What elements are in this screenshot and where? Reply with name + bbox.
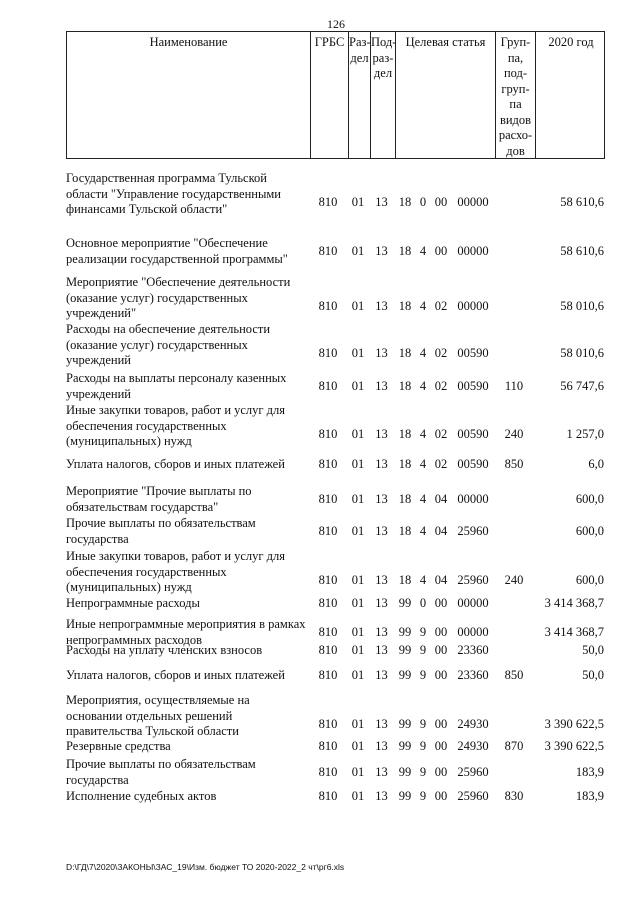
cell-grbs: 810: [318, 298, 338, 313]
cell-t2: 4: [419, 457, 427, 471]
cell-pr: 13: [375, 668, 388, 682]
cell-sum: 58 610,6: [560, 194, 604, 209]
cell-pr: 13: [375, 243, 388, 258]
row-name: Расходы на уплату членских взносов: [66, 643, 263, 657]
cell-sum: 3 390 622,5: [544, 716, 604, 731]
cell-t3: 00: [434, 739, 448, 753]
cell-grbs: 810: [318, 345, 338, 360]
cell-pr: 13: [375, 764, 388, 779]
cell-grbs: 810: [318, 668, 338, 682]
cell-sum: 50,0: [582, 668, 604, 682]
cell-grbs: 810: [318, 764, 338, 779]
cell-t4: 25960: [457, 523, 489, 538]
cell-t3: 04: [434, 572, 448, 587]
cell-pr: 13: [375, 523, 388, 538]
header-grbs: ГРБС: [310, 32, 348, 158]
cell-t3: 00: [434, 716, 448, 731]
cell-vr: 110: [504, 378, 524, 393]
cell-t1: 18: [398, 426, 412, 441]
cell-t4: 23360: [457, 668, 489, 682]
cell-rz: 01: [351, 764, 365, 779]
cell-t4: 00590: [457, 378, 489, 393]
cell-grbs: 810: [318, 739, 338, 753]
cell-vr: 870: [504, 739, 524, 753]
cell-pr: 13: [375, 298, 388, 313]
cell-t4: 23360: [457, 643, 489, 657]
cell-t2: 4: [419, 491, 427, 506]
header-expense-group: Груп- па, под- груп- па видов расхо- дов: [495, 32, 535, 158]
cell-t1: 18: [398, 572, 412, 587]
cell-pr: 13: [375, 572, 388, 587]
cell-t3: 00: [434, 764, 448, 779]
cell-vr: 850: [504, 457, 524, 471]
header-subsection: Под- раз- дел: [370, 32, 395, 158]
cell-t2: 9: [419, 668, 427, 682]
cell-t1: 18: [398, 491, 412, 506]
cell-t4: 00590: [457, 345, 489, 360]
cell-t2: 9: [419, 716, 427, 731]
cell-sum: 3 414 368,7: [544, 624, 604, 639]
cell-t3: 00: [434, 596, 448, 610]
row-name: Расходы на выплаты персоналу казенных учреждений: [66, 371, 287, 401]
cell-grbs: 810: [318, 716, 338, 731]
cell-t1: 99: [398, 668, 412, 682]
cell-pr: 13: [375, 378, 388, 393]
cell-pr: 13: [375, 716, 388, 731]
cell-sum: 1 257,0: [566, 426, 604, 441]
cell-rz: 01: [351, 624, 365, 639]
cell-t4: 00000: [457, 243, 489, 258]
cell-t2: 9: [419, 739, 427, 753]
row-name: Уплата налогов, сборов и иных платежей: [66, 457, 285, 471]
file-path-footer: D:\ГД\7\2020\ЗАКОНЫ\ЗАС_19\Изм. бюджет ТО 2020-2022_2 чт\рг6.xls: [66, 862, 345, 872]
cell-t4: 00000: [457, 596, 489, 610]
cell-pr: 13: [375, 789, 388, 803]
cell-pr: 13: [375, 596, 388, 610]
cell-pr: 13: [375, 739, 388, 753]
cell-t4: 00590: [457, 457, 489, 471]
cell-t4: 25960: [457, 789, 489, 803]
cell-t1: 99: [398, 789, 412, 803]
cell-t3: 00: [434, 624, 448, 639]
row-name: Государственная программа Тульской области "Управление государственными финансами Тульской области": [66, 171, 281, 216]
cell-t4: 24930: [457, 716, 489, 731]
cell-t4: 00000: [457, 298, 489, 313]
cell-t1: 18: [398, 194, 412, 209]
row-name: Основное мероприятие "Обеспечение реализации государственной программы": [66, 236, 288, 266]
cell-t3: 04: [434, 491, 448, 506]
cell-t3: 02: [434, 457, 448, 471]
cell-sum: 183,9: [575, 789, 604, 803]
cell-t2: 9: [419, 624, 427, 639]
cell-grbs: 810: [318, 596, 338, 610]
cell-rz: 01: [351, 194, 365, 209]
cell-grbs: 810: [318, 624, 338, 639]
row-name: Иные непрограммные мероприятия в рамках непрограммных расходов: [66, 617, 306, 647]
cell-t3: 00: [434, 243, 448, 258]
cell-t1: 99: [398, 624, 412, 639]
cell-t3: 02: [434, 345, 448, 360]
cell-grbs: 810: [318, 426, 338, 441]
cell-t2: 4: [419, 243, 427, 258]
cell-sum: 6,0: [588, 457, 604, 471]
cell-rz: 01: [351, 596, 365, 610]
cell-grbs: 810: [318, 643, 338, 657]
row-name: Мероприятие "Обеспечение деятельности (оказание услуг) государственных учреждений": [66, 275, 291, 320]
cell-grbs: 810: [318, 491, 338, 506]
cell-t2: 4: [419, 523, 427, 538]
cell-rz: 01: [351, 345, 365, 360]
cell-t3: 04: [434, 523, 448, 538]
cell-t2: 9: [419, 643, 427, 657]
cell-t1: 18: [398, 457, 412, 471]
cell-pr: 13: [375, 643, 388, 657]
cell-rz: 01: [351, 643, 365, 657]
cell-pr: 13: [375, 345, 388, 360]
header-name: Наименование: [149, 35, 228, 49]
cell-rz: 01: [351, 243, 365, 258]
cell-rz: 01: [351, 426, 365, 441]
cell-sum: 600,0: [575, 523, 604, 538]
cell-t3: 02: [434, 298, 448, 313]
cell-grbs: 810: [318, 789, 338, 803]
cell-t1: 99: [398, 643, 412, 657]
cell-t1: 18: [398, 243, 412, 258]
cell-t4: 24930: [457, 739, 489, 753]
cell-t1: 99: [398, 716, 412, 731]
cell-sum: 600,0: [575, 572, 604, 587]
cell-rz: 01: [351, 739, 365, 753]
cell-rz: 01: [351, 457, 365, 471]
cell-t2: 0: [419, 596, 427, 610]
row-name: Исполнение судебных актов: [66, 789, 217, 803]
cell-t2: 4: [419, 378, 427, 393]
header-target-article: Целевая статья: [395, 32, 495, 158]
cell-vr: 850: [504, 668, 524, 682]
cell-pr: 13: [375, 194, 388, 209]
cell-vr: 240: [504, 572, 524, 587]
cell-rz: 01: [351, 716, 365, 731]
row-name: Непрограммные расходы: [66, 596, 200, 610]
cell-t3: 02: [434, 426, 448, 441]
cell-t2: 4: [419, 345, 427, 360]
cell-t4: 25960: [457, 572, 489, 587]
cell-grbs: 810: [318, 523, 338, 538]
cell-grbs: 810: [318, 378, 338, 393]
cell-sum: 3 414 368,7: [544, 596, 604, 610]
row-name: Уплата налогов, сборов и иных платежей: [66, 668, 285, 682]
cell-t1: 18: [398, 298, 412, 313]
row-name: Прочие выплаты по обязательствам государства: [66, 516, 256, 546]
cell-rz: 01: [351, 298, 365, 313]
cell-t1: 18: [398, 378, 412, 393]
page-number: 126: [327, 17, 345, 31]
cell-sum: 600,0: [575, 491, 604, 506]
cell-grbs: 810: [318, 572, 338, 587]
cell-rz: 01: [351, 789, 365, 803]
row-name: Резервные средства: [66, 739, 171, 753]
cell-t4: 25960: [457, 764, 489, 779]
cell-vr: 240: [504, 426, 524, 441]
cell-pr: 13: [375, 426, 388, 441]
cell-rz: 01: [351, 668, 365, 682]
cell-t4: 00000: [457, 194, 489, 209]
table-header: [66, 31, 605, 159]
row-name: Иные закупки товаров, работ и услуг для обеспечения государственных (муниципальных) нужд: [66, 549, 286, 594]
header-year: 2020 год: [535, 32, 606, 158]
cell-t1: 99: [398, 764, 412, 779]
header-section: Раз- дел: [348, 32, 370, 158]
cell-sum: 50,0: [582, 643, 604, 657]
cell-t2: 4: [419, 572, 427, 587]
cell-sum: 183,9: [575, 764, 604, 779]
cell-sum: 3 390 622,5: [544, 739, 604, 753]
cell-t3: 02: [434, 378, 448, 393]
cell-grbs: 810: [318, 194, 338, 209]
cell-t2: 9: [419, 789, 427, 803]
cell-t3: 00: [434, 194, 448, 209]
cell-t2: 4: [419, 298, 427, 313]
cell-t2: 0: [419, 194, 427, 209]
cell-t4: 00000: [457, 624, 489, 639]
cell-grbs: 810: [318, 457, 338, 471]
row-name: Иные закупки товаров, работ и услуг для обеспечения государственных (муниципальных) нужд: [66, 403, 286, 448]
cell-t3: 00: [434, 789, 448, 803]
cell-t1: 99: [398, 739, 412, 753]
cell-pr: 13: [375, 491, 388, 506]
cell-t4: 00000: [457, 491, 489, 506]
cell-t1: 18: [398, 345, 412, 360]
cell-t2: 4: [419, 426, 427, 441]
cell-t1: 18: [398, 523, 412, 538]
row-name: Прочие выплаты по обязательствам государства: [66, 757, 256, 787]
row-name: Мероприятие "Прочие выплаты по обязательствам государства": [66, 484, 252, 514]
row-name: Мероприятия, осуществляемые на основании отдельных решений правительства Тульской области: [66, 693, 250, 738]
cell-vr: 830: [504, 789, 524, 803]
cell-pr: 13: [375, 624, 388, 639]
cell-sum: 58 010,6: [560, 298, 604, 313]
cell-grbs: 810: [318, 243, 338, 258]
cell-sum: 56 747,6: [560, 378, 604, 393]
cell-rz: 01: [351, 523, 365, 538]
cell-pr: 13: [375, 457, 388, 471]
cell-t3: 00: [434, 668, 448, 682]
cell-t3: 00: [434, 643, 448, 657]
cell-t1: 99: [398, 596, 412, 610]
cell-t2: 9: [419, 764, 427, 779]
cell-sum: 58 010,6: [560, 345, 604, 360]
cell-sum: 58 610,6: [560, 243, 604, 258]
row-name: Расходы на обеспечение деятельности (оказание услуг) государственных учреждений: [66, 322, 271, 367]
cell-rz: 01: [351, 572, 365, 587]
cell-t4: 00590: [457, 426, 489, 441]
cell-rz: 01: [351, 491, 365, 506]
cell-rz: 01: [351, 378, 365, 393]
